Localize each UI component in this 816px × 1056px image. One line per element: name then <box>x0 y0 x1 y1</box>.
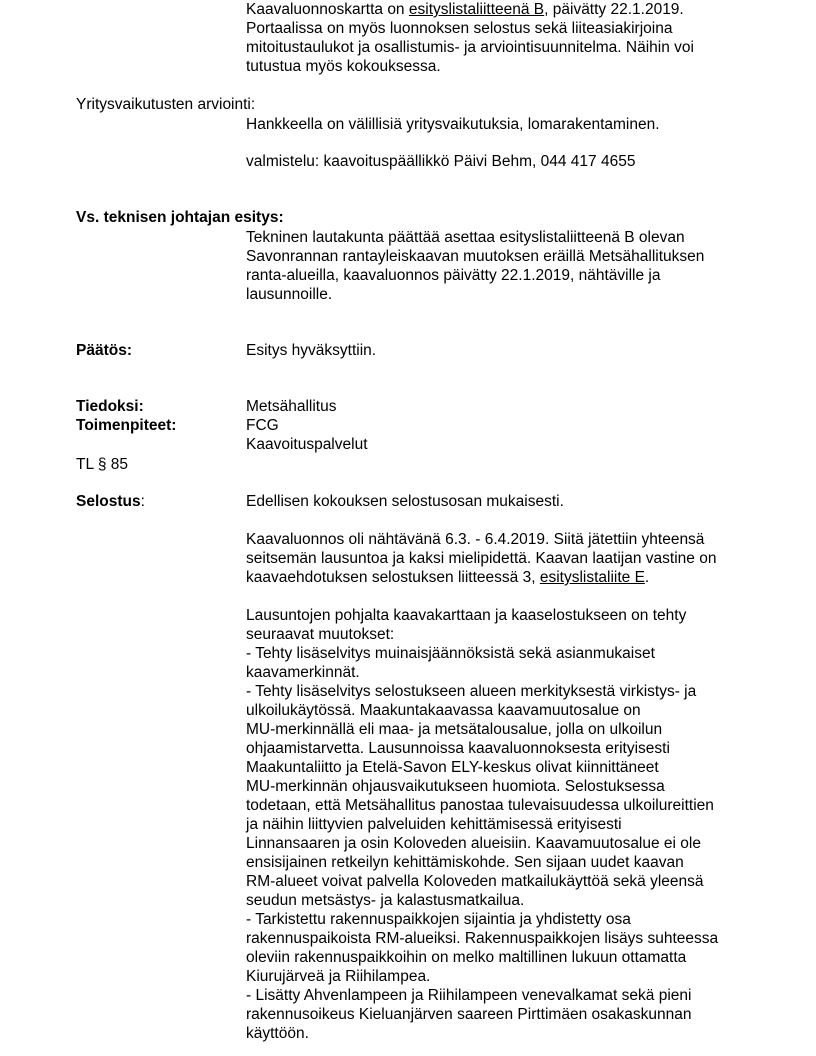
intro-line: tutustua myös kokouksessa. <box>246 58 441 75</box>
changes-line: Maakuntaliitto ja Etelä-Savon ELY-keskus olivat kiinnittäneet <box>246 759 659 776</box>
changes-line: - Tarkistettu rakennuspaikkojen sijaintia ja yhdistetty osa <box>246 911 631 928</box>
explanation-changes <box>246 606 766 1043</box>
changes-line: - Tehty lisäselvitys selostukseen alueen merkityksestä virkistys- ja <box>246 683 697 700</box>
actions-value: FCG <box>246 417 279 434</box>
changes-line: - Lisätty Ahvenlampeen ja Riihilampeen venevalkamat sekä pieni <box>246 987 692 1004</box>
explanation-line: Kaavaluonnos oli nähtävänä 6.3. - 6.4.2019. Siitä jätettiin yhteensä <box>246 531 705 548</box>
business-impact-text: Hankkeella on välillisiä yritysvaikutuksia, lomarakentaminen. <box>246 116 660 133</box>
explanation-intro: Edellisen kokouksen selostusosan mukaisesti. <box>246 493 564 510</box>
intro-line-1: Kaavaluonnoskartta on esityslistaliitteenä B, päivätty 22.1.2019. <box>246 1 684 18</box>
changes-line: MU-merkinnän ohjausvaikutukseen huomiota. Selostuksessa <box>246 778 665 795</box>
explanation-label: Selostus: <box>76 493 145 510</box>
proposal-line: Tekninen lautakunta päättää asettaa esityslistaliitteenä B olevan <box>246 229 685 246</box>
decision-text: Esitys hyväksyttiin. <box>246 342 377 359</box>
changes-line: seuraavat muutokset: <box>246 626 395 643</box>
actions-values <box>246 416 766 454</box>
changes-line: kaavamerkinnät. <box>246 664 360 681</box>
for-information-label: Tiedoksi: <box>76 398 144 415</box>
changes-line: rakennusoikeus Kieluanjärven saareen Pirttimäen osakaskunnan <box>246 1006 692 1023</box>
actions-label: Toimenpiteet: <box>76 417 177 434</box>
intro-line: Portaalissa on myös luonnoksen selostus sekä liiteasiakirjoina <box>246 20 673 37</box>
for-information-value: Metsähallitus <box>246 398 337 415</box>
explanation-paragraph-2 <box>246 530 766 587</box>
changes-line: - Tehty lisäselvitys muinaisjäännöksistä sekä asianmukaiset <box>246 645 655 662</box>
attachment-b-link[interactable]: esityslistaliitteenä B <box>408 1 545 18</box>
decision-label: Päätös: <box>76 342 132 359</box>
changes-line: RM-alueet voivat palvella Koloveden matkailukäyttöä sekä yleensä <box>246 873 704 890</box>
explanation-line: kaavaehdotuksen selostuksen liitteessä 3, esityslistaliite E. <box>246 569 650 586</box>
intro-paragraph <box>246 0 766 76</box>
changes-line: ulkoilukäytössä. Maakuntakaavassa kaavamuutosalue on <box>246 702 641 719</box>
changes-line: rakennuspaikoista RM-alueiksi. Rakennuspaikkojen lisäys suhteessa <box>246 930 719 947</box>
section-reference: TL § 85 <box>76 456 128 473</box>
changes-line: Lausuntojen pohjalta kaavakarttaan ja kaaselostukseen on tehty <box>246 607 687 624</box>
proposal-line: ranta-alueilla, kaavaluonnos päivätty 22.1.2019, nähtäville ja <box>246 267 661 284</box>
changes-line: ensisijainen retkeilyn kehittämiskohde. Sen sijaan uudet kaavan <box>246 854 684 871</box>
changes-line: Linnansaaren ja osin Koloveden alueisiin. Kaavamuutosalue ei ole <box>246 835 701 852</box>
proposal-label: Vs. teknisen johtajan esitys: <box>76 209 284 226</box>
proposal-text <box>246 228 766 304</box>
intro-line: mitoitustaulukot ja osallistumis- ja arviointisuunnitelma. Näihin voi <box>246 39 694 56</box>
changes-line: ohjaamistarvetta. Lausunnoissa kaavaluonnoksesta erityisesti <box>246 740 670 757</box>
actions-value: Kaavoituspalvelut <box>246 436 368 453</box>
changes-line: oleviin rakennuspaikkoihin on melko maltillinen lukuun ottamatta <box>246 949 687 966</box>
explanation-line: seitsemän lausuntoa ja kaksi mielipidettä. Kaavan laatijan vastine on <box>246 550 717 567</box>
changes-line: Kiurujärveä ja Riihilampea. <box>246 968 431 985</box>
attachment-e-link[interactable]: esityslistaliite E <box>539 569 645 586</box>
changes-line: todetaan, että Metsähallitus panostaa tulevaisuudessa ulkoilureittien <box>246 797 714 814</box>
proposal-line: lausunnoille. <box>246 286 333 303</box>
changes-line: seudun metsästys- ja kalastusmatkailua. <box>246 892 525 909</box>
changes-line: ja näihin liittyvien palveluiden kehittämisessä erityisesti <box>246 816 622 833</box>
business-impact-label: Yritysvaikutusten arviointi: <box>76 96 256 113</box>
changes-line: käyttöön. <box>246 1025 309 1042</box>
changes-line: MU-merkinnällä eli maa- ja metsätalousalue, jolla on ulkoilun <box>246 721 663 738</box>
proposal-line: Savonrannan rantayleiskaavan muutoksen eräillä Metsähallituksen <box>246 248 705 265</box>
preparer-contact: valmistelu: kaavoituspäällikkö Päivi Behm, 044 417 4655 <box>246 153 636 170</box>
